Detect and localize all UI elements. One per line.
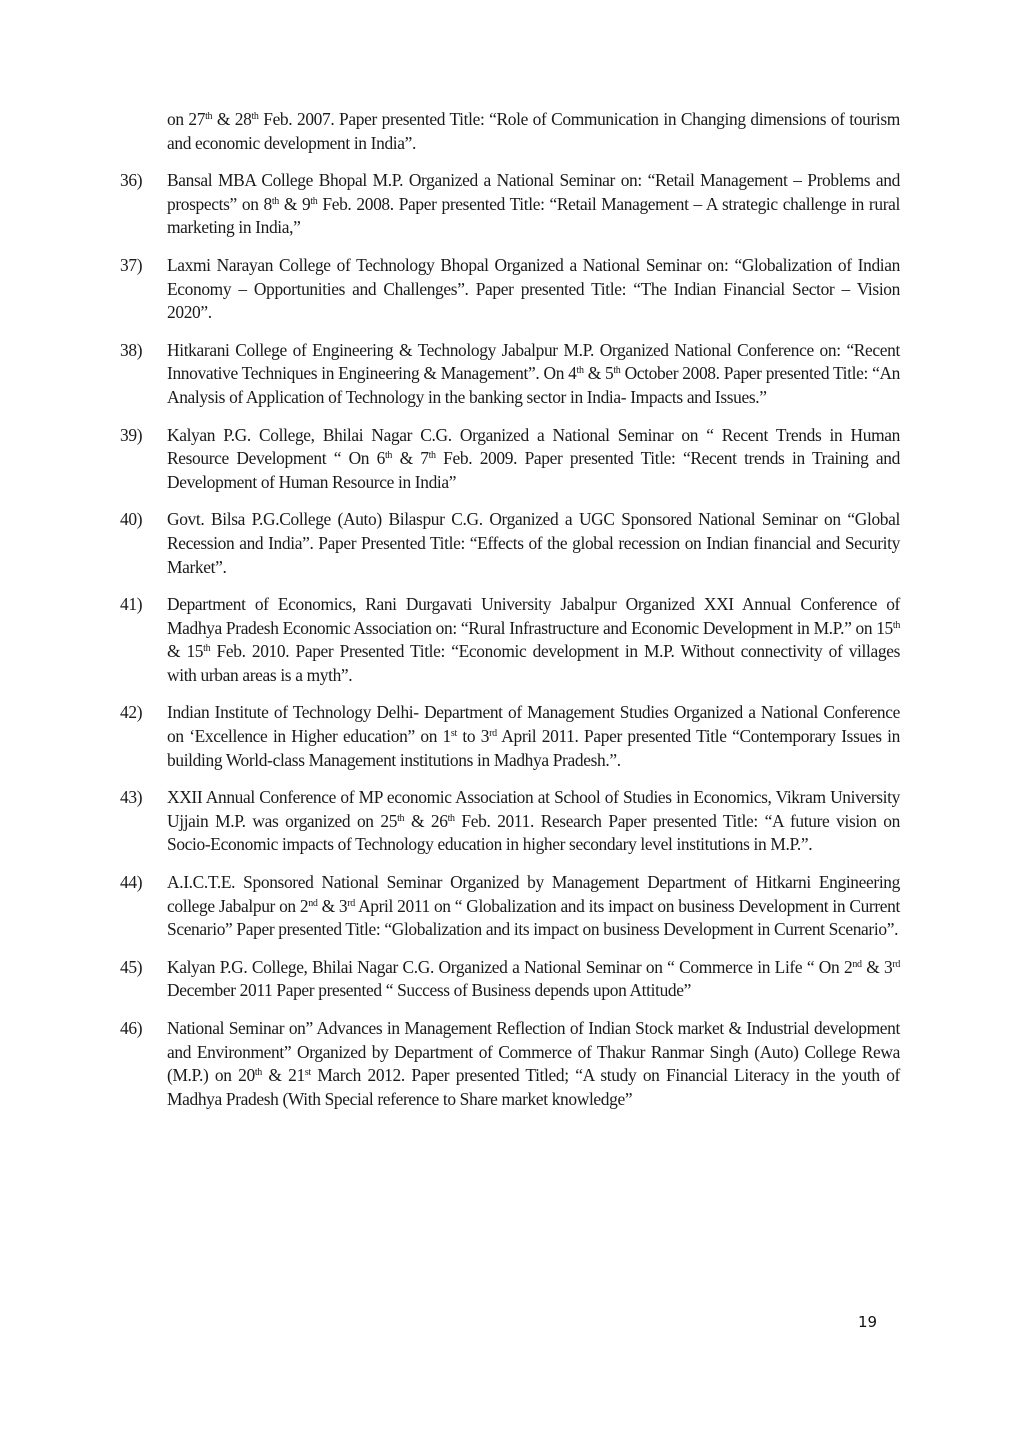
ordinal-superscript: th: [254, 1067, 262, 1079]
item-text: [167, 701, 900, 772]
text-run: Bansal MBA College Bhopal M.P. Organized a National Seminar on: “Retail Management – Problems and prospects” on 8: [167, 170, 900, 214]
ordinal-superscript: th: [428, 450, 436, 462]
list-item: [120, 1017, 900, 1111]
text-run: & 21: [261, 1065, 305, 1086]
ordinal-superscript: st: [304, 1067, 311, 1079]
text-run: A.I.C.T.E. Sponsored National Seminar Organized by Management Department of Hitkarni Engineering college Jabalpur on 2: [167, 872, 900, 916]
text-run: Indian Institute of Technology Delhi- Department of Management Studies Organized a National Conference on ‘Excellence in Higher education” on 1: [167, 702, 900, 747]
item-number: 46): [120, 1018, 143, 1038]
item-number: 43): [120, 787, 143, 808]
list-item: [120, 254, 900, 325]
ordinal-superscript: th: [271, 195, 279, 207]
list-item: [120, 424, 900, 495]
entries-list: [120, 169, 900, 1111]
item-text: [167, 1017, 900, 1111]
text-run: Govt. Bilsa P.G.College (Auto) Bilaspur C.G. Organized a UGC Sponsored National Seminar on “Global Recession and India”. Paper Presented Title: “Effects of the global recession on Indian financial and Security Market”.: [167, 509, 900, 577]
paper-list: [120, 108, 900, 1125]
text-run: & 15: [167, 641, 204, 662]
ordinal-superscript: th: [310, 195, 318, 207]
text-run: Kalyan P.G. College, Bhilai Nagar C.G. Organized a National Seminar on “ Commerce in Life “ On 2: [167, 956, 853, 977]
text-run: March 2012. Paper presented Titled; “A study on Financial Literacy in the youth of Madhya Pradesh (With Special reference to Share market knowledge”: [167, 1065, 900, 1109]
text-run: Hitkarani College of Engineering & Technology Jabalpur M.P. Organized National Conference on: “Recent Innovative Techniques in Engineering & Management”. On 4: [167, 339, 900, 384]
item-text: [167, 956, 900, 1003]
ordinal-superscript: th: [447, 812, 455, 824]
item-number: 40): [120, 509, 143, 530]
item-text: [167, 593, 900, 687]
text-run: on 27: [167, 109, 206, 129]
item-text: [167, 339, 900, 410]
list-item: [120, 169, 900, 240]
text-run: Department of Economics, Rani Durgavati University Jabalpur Organized XXI Annual Conference of Madhya Pradesh Economic Association on: “Rural Infrastructure and Economic Development in M.P.” on 15: [167, 594, 900, 638]
ordinal-superscript: th: [205, 111, 213, 122]
ordinal-superscript: th: [251, 111, 259, 122]
text-run: Feb. 2009. Paper presented Title: “Recent trends in Training and Development of Human Resource in India”: [167, 448, 900, 492]
text-run: & 5: [583, 363, 614, 384]
list-item: [120, 593, 900, 687]
item-text: [167, 254, 900, 325]
ordinal-superscript: rd: [892, 958, 900, 970]
item-number: 45): [120, 956, 143, 977]
text-run: Feb. 2010. Paper Presented Title: “Economic development in M.P. Without connectivity of villages with urban areas is a myth”.: [167, 641, 900, 685]
page-number: 19: [858, 1313, 878, 1331]
ordinal-superscript: th: [613, 365, 621, 377]
item-number: 36): [120, 170, 143, 191]
text-run: Laxmi Narayan College of Technology Bhopal Organized a National Seminar on: “Globalization of Indian Economy – Opportunities and Challenges”. Paper presented Title: “The Indian Financial Sector – Vision 2020”.: [167, 254, 900, 323]
item-text: [167, 424, 900, 495]
list-item: [120, 786, 900, 857]
text-run: & 3: [861, 956, 893, 977]
text-run: & 26: [404, 810, 448, 831]
text-run: Kalyan P.G. College, Bhilai Nagar C.G. Organized a National Seminar on “ Recent Trends in Human Resource Development “ On 6: [167, 424, 900, 469]
text-run: & 28: [212, 109, 252, 129]
text-run: December 2011 Paper presented “ Success of Business depends upon Attitude”: [167, 980, 692, 1001]
item-number: 39): [120, 424, 143, 445]
text-run: to 3: [456, 726, 490, 747]
text-run: National Seminar on” Advances in Management Reflection of Indian Stock market & Industrial development and Environment” Organized by Department of Commerce of Thakur Ranmar Singh (Auto) College Rewa (M.P.) on 20: [167, 1018, 900, 1086]
ordinal-superscript: th: [576, 365, 584, 377]
text-run: Feb. 2008. Paper presented Title: “Retail Management – A strategic challenge in rural marketing in India,”: [167, 193, 900, 238]
text-run: Feb. 2011. Research Paper presented Title: “A future vision on Socio-Economic impacts of Technology education in higher secondary level institutions in M.P.”.: [167, 810, 900, 855]
ordinal-superscript: nd: [308, 897, 318, 909]
item-number: 42): [120, 702, 143, 723]
ordinal-superscript: th: [384, 450, 393, 462]
text-run: & 9: [278, 193, 311, 214]
ordinal-superscript: th: [203, 643, 211, 655]
list-item: [120, 701, 900, 772]
item-text: [167, 786, 900, 857]
ordinal-superscript: nd: [852, 958, 862, 970]
ordinal-superscript: th: [397, 812, 405, 824]
ordinal-superscript: st: [450, 728, 457, 740]
list-item: [120, 871, 900, 942]
continued-entry-text: [120, 108, 900, 155]
text-run: April 2011 on “ Globalization and its impact on business Development in Current Scenario” Paper presented Title: “Globalization and its impact on business Development in Current Scenario”.: [167, 895, 900, 940]
text-run: April 2011. Paper presented Title “Contemporary Issues in building World-class Management institutions in Madhya Pradesh.”.: [167, 726, 900, 770]
item-text: [167, 871, 900, 942]
item-number: 41): [120, 594, 143, 615]
text-run: Feb. 2007. Paper presented Title: “Role of Communication in Changing dimensions of tourism and economic development in India”.: [167, 109, 900, 153]
list-item: [120, 339, 900, 410]
ordinal-superscript: rd: [347, 897, 355, 909]
ordinal-superscript: rd: [489, 728, 497, 740]
list-item: [120, 508, 900, 579]
item-number: 44): [120, 872, 143, 893]
text-run: & 7: [392, 448, 429, 469]
item-number: 38): [120, 339, 143, 360]
list-item: [120, 956, 900, 1003]
text-run: XXII Annual Conference of MP economic Association at School of Studies in Economics, Vikram University Ujjain M.P. was organized on 25: [167, 787, 900, 831]
item-text: [167, 169, 900, 240]
item-text: [167, 508, 900, 579]
text-run: October 2008. Paper presented Title: “An Analysis of Application of Technology in the banking sector in India- Impacts and Issues.”: [167, 363, 900, 407]
ordinal-superscript: th: [892, 619, 900, 631]
item-number: 37): [120, 254, 143, 275]
text-run: & 3: [317, 895, 348, 916]
